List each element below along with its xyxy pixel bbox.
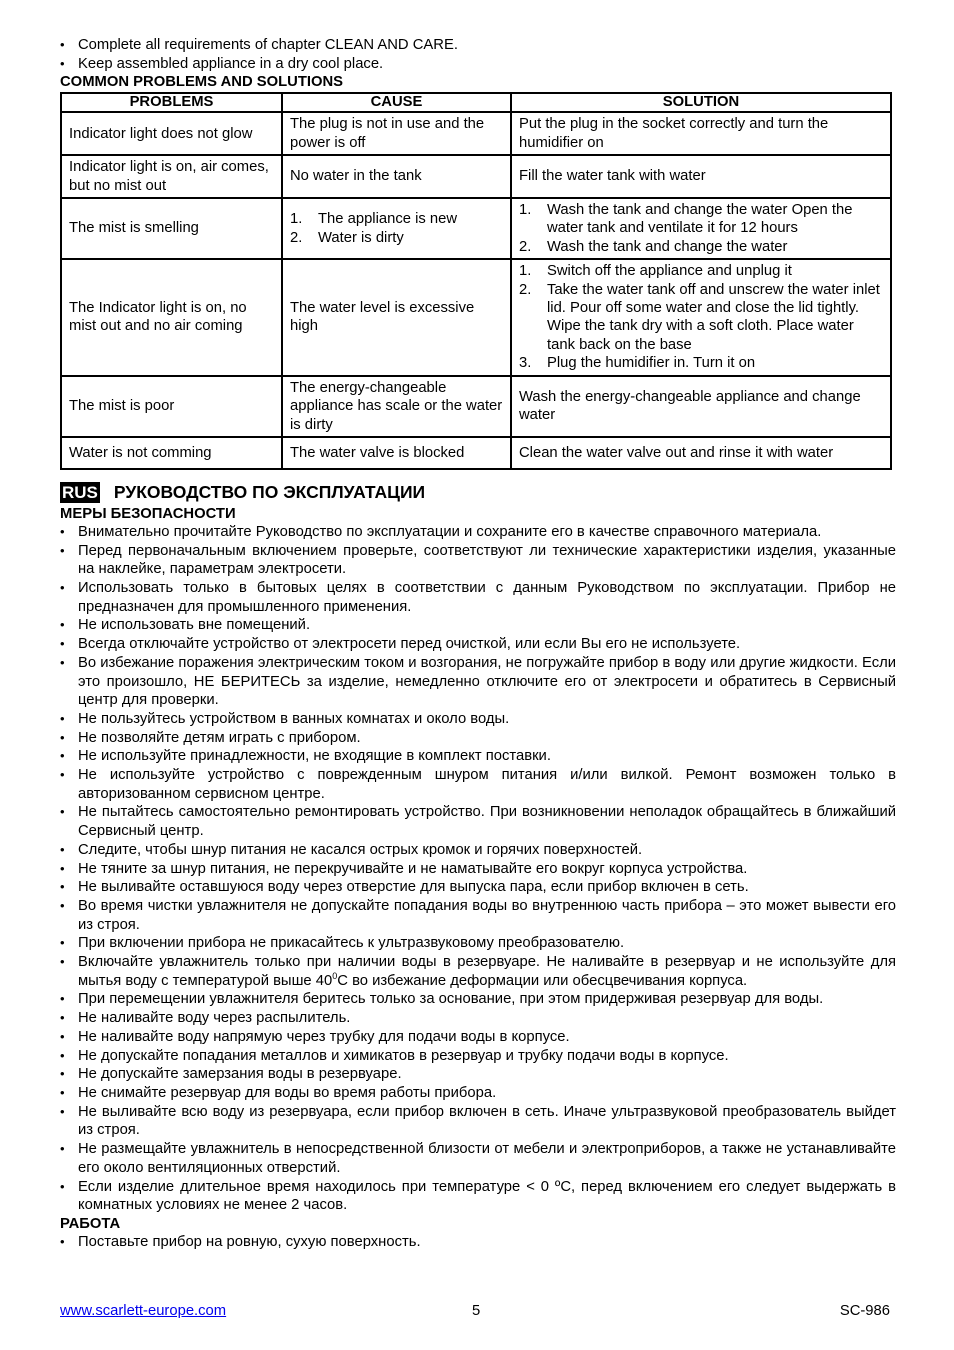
item-text: Включайте увлажнитель только при наличии воды в резервуаре. Не наливайте в резервуар и не используйте для мытья воду с температурой выше 40 [78, 954, 896, 989]
website-link[interactable]: www.scarlett-europe.com [60, 1303, 227, 1319]
list-item: • Не пользуйтесь устройством в ванных комнатах и около воды. [60, 710, 896, 729]
list-item: • Всегда отключайте устройство от электросети перед очисткой, или если Вы его не используете. [60, 635, 896, 654]
list-item [60, 953, 896, 990]
language-badge: RUS [62, 483, 98, 503]
item-text: Take the water tank off and unscrew the water inlet lid. Pour off some water and close the lid tightly. Wipe the tank dry with a soft cloth. Place water tank back on the base [547, 281, 880, 353]
item-number: 1. [519, 263, 532, 280]
problem-cell: Indicator light is on, air comes, but no mist out [61, 155, 282, 198]
list-item: • Если изделие длительное время находилось при температуре < 0 ºС, перед включением его следует выдержать в комнатных условиях не менее 2 часов. [60, 1178, 896, 1215]
list-item [519, 201, 883, 238]
problems-heading: COMMON PROBLEMS AND SOLUTIONS [60, 74, 344, 91]
header-solution: SOLUTION [511, 93, 891, 112]
problem-cell: The Indicator light is on, no mist out and no air coming [61, 259, 282, 375]
list-item: • Перед первоначальным включением проверьте, соответствуют ли технические характеристики изделия, указанные на наклейке, параметрам электросети. [60, 542, 896, 579]
solution-list [519, 201, 883, 256]
list-item: • Keep assembled appliance in a dry cool place. [60, 55, 896, 74]
item-number: 3. [519, 355, 532, 372]
solution-cell: Wash the energy-changeable appliance and change water [511, 376, 891, 437]
list-item: • Не используйте устройство с поврежденным шнуром питания и/или вилкой. Ремонт возможен только в авторизованном сервисном центре. [60, 766, 896, 803]
table-row [61, 437, 891, 469]
item-text: Water is dirty [318, 229, 404, 246]
problem-cell: Water is not comming [61, 437, 282, 469]
list-item: • При включении прибора не прикасайтесь к ультразвуковому преобразователю. [60, 934, 896, 953]
safety-list [60, 523, 896, 1215]
list-item: • Не используйте принадлежности, не входящие в комплект поставки. [60, 747, 896, 766]
page-content [60, 36, 896, 1252]
header-cause: CAUSE [282, 93, 511, 112]
work-heading: РАБОТА [60, 1215, 121, 1232]
solution-cell [511, 259, 891, 375]
list-item: • Не использовать вне помещений. [60, 616, 896, 635]
table-row [61, 112, 891, 155]
model-number: SC-986 [839, 1303, 890, 1319]
item-text: Wash the tank and change the water [547, 238, 788, 255]
top-bullet-list [60, 36, 896, 73]
work-list [60, 1233, 896, 1252]
list-item: • Complete all requirements of chapter CLEAN AND CARE. [60, 36, 896, 55]
solution-list [519, 262, 883, 372]
item-number: 1. [290, 211, 303, 228]
cause-cell: No water in the tank [282, 155, 511, 198]
list-item: • Не позволяйте детям играть с прибором. [60, 729, 896, 748]
section-title: РУКОВОДСТВО ПО ЭКСПЛУАТАЦИИ [113, 482, 426, 503]
section-header [60, 481, 896, 505]
item-number: 2. [519, 281, 532, 298]
solution-cell: Fill the water tank with water [511, 155, 891, 198]
item-text: Plug the humidifier in. Turn it on [547, 355, 756, 372]
list-item: • Не наливайте воду через распылитель. [60, 1009, 896, 1028]
list-item: • Не допускайте попадания металлов и химикатов в резервуар и трубку подачи воды в корпусе. [60, 1047, 896, 1066]
problem-cell: Indicator light does not glow [61, 112, 282, 155]
list-item: • Не пытайтесь самостоятельно ремонтировать устройство. При возникновении неполадок обращайтесь в ближайший Сервисный центр. [60, 803, 896, 840]
cause-cell: The plug is not in use and the power is off [282, 112, 511, 155]
solution-cell: Put the plug in the socket correctly and turn the humidifier on [511, 112, 891, 155]
item-text: С во избежание деформации или обесцвечивания корпуса. [337, 972, 748, 989]
cause-cell: The water valve is blocked [282, 437, 511, 469]
cause-cell: The energy-changeable appliance has scale or the water is dirty [282, 376, 511, 437]
header-problems: PROBLEMS [61, 93, 282, 112]
list-item: • Не выливайте всю воду из резервуара, если прибор включен в сеть. Иначе ультразвуковой преобразователь выйдет из строя. [60, 1103, 896, 1140]
list-item: • Использовать только в бытовых целях в соответствии с данным Руководством по эксплуатации. Прибор не предназначен для промышленного применения. [60, 579, 896, 616]
table-row [61, 198, 891, 259]
list-item: • Не выливайте оставшуюся воду через отверстие для выпуска пара, если прибор включен в сеть. [60, 878, 896, 897]
item-number: 2. [519, 238, 532, 255]
item-text: The appliance is new [318, 211, 458, 228]
list-item [519, 354, 883, 372]
list-item [519, 238, 883, 256]
problem-cell: The mist is poor [61, 376, 282, 437]
list-item [290, 229, 503, 247]
problem-cell: The mist is smelling [61, 198, 282, 259]
problems-table [60, 92, 892, 470]
page-number: 5 [472, 1303, 481, 1319]
table-header-row [61, 93, 891, 112]
superscript: 0 [332, 970, 338, 981]
list-item: • Поставьте прибор на ровную, сухую поверхность. [60, 1233, 896, 1252]
table-row [61, 376, 891, 437]
list-item: • Не тяните за шнур питания, не перекручивайте и не наматывайте его вокруг корпуса устройства. [60, 860, 896, 879]
page-footer [60, 1303, 890, 1323]
item-number: 1. [519, 202, 532, 219]
list-item: • Не размещайте увлажнитель в непосредственной близости от мебели и электроприборов, а также не устанавливайте его около вентиляционных отверстий. [60, 1140, 896, 1177]
list-item: • Во время чистки увлажнителя не допускайте попадания воды во внутреннюю часть прибора – это может вывести его из строя. [60, 897, 896, 934]
safety-heading: МЕРЫ БЕЗОПАСНОСТИ [60, 505, 236, 522]
list-item [519, 262, 883, 280]
item-text: Wash the tank and change the water Open the water tank and ventilate it for 12 hours [547, 202, 853, 237]
list-item [290, 210, 503, 228]
solution-cell [511, 198, 891, 259]
item-number: 2. [290, 229, 303, 246]
cause-cell [282, 198, 511, 259]
list-item: • Во избежание поражения электрическим током и возгорания, не погружайте прибор в воду или другие жидкости. Если это произошло, НЕ БЕРИТЕСЬ за изделие, немедленно отключите его от электросети и обратитесь в Сервисный центр для проверки. [60, 654, 896, 710]
list-item: • Не допускайте замерзания воды в резервуаре. [60, 1065, 896, 1084]
list-item: • При перемещении увлажнителя беритесь только за основание, при этом придерживая резервуар для воды. [60, 990, 896, 1009]
list-item: • Следите, чтобы шнур питания не касался острых кромок и горячих поверхностей. [60, 841, 896, 860]
list-item: • Внимательно прочитайте Руководство по эксплуатации и сохраните его в качестве справочного материала. [60, 523, 896, 542]
table-row [61, 155, 891, 198]
solution-cell: Clean the water valve out and rinse it with water [511, 437, 891, 469]
cause-cell: The water level is excessive high [282, 259, 511, 375]
list-item: • Не наливайте воду напрямую через трубку для подачи воды в корпусе. [60, 1028, 896, 1047]
cause-list [290, 210, 503, 247]
list-item [519, 281, 883, 355]
table-row [61, 259, 891, 375]
list-item: • Не снимайте резервуар для воды во время работы прибора. [60, 1084, 896, 1103]
item-text: Switch off the appliance and unplug it [547, 263, 792, 280]
